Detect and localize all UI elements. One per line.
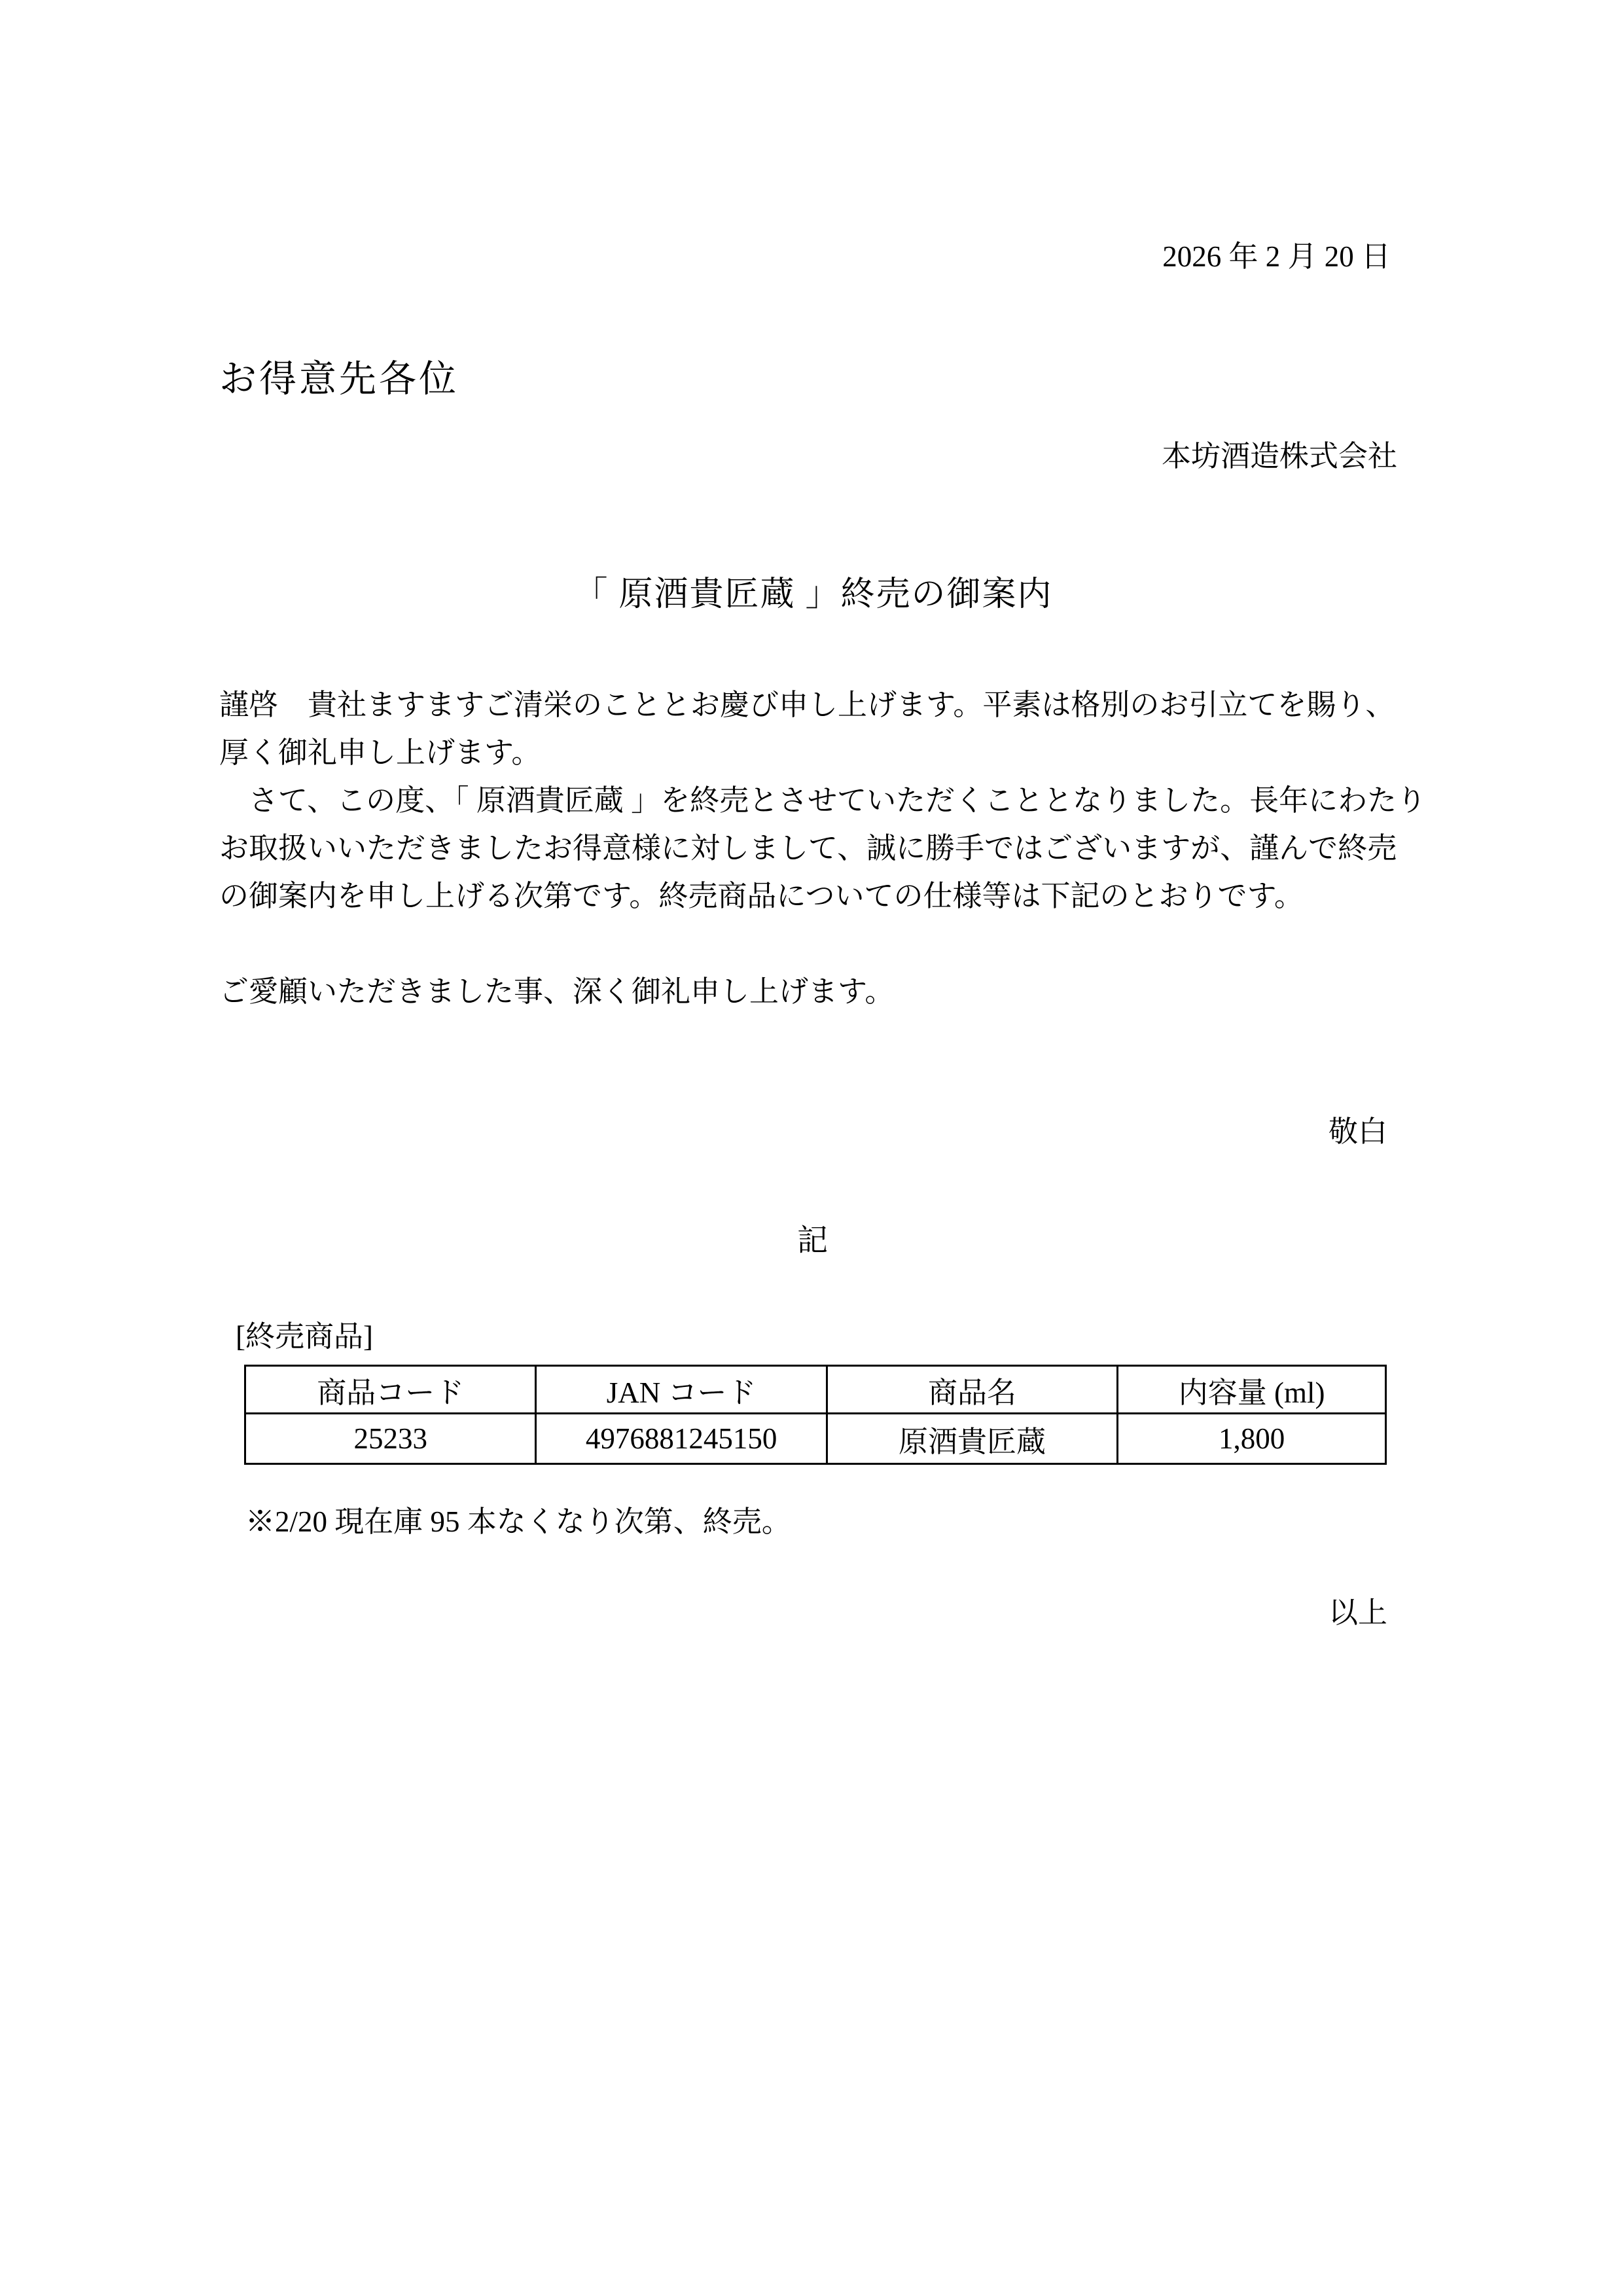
body-line: の御案内を申し上げる次第です。終売商品についての仕様等は下記のとおりです。	[219, 880, 1304, 912]
blank-line	[219, 920, 1407, 968]
body-line-appreciation: ご愛顧いただきました事、深く御礼申し上げます。	[219, 975, 895, 1008]
table-header-row	[245, 1366, 1386, 1414]
body-paragraphs	[219, 681, 1427, 1016]
body-line: さて、この度、「 原酒貴匠蔵 」を終売とさせていただくこととなりました。長年にわたり	[219, 784, 1427, 817]
header-product-name: 商品名	[827, 1366, 1117, 1414]
document-date: 2026 年 2 月 20 日	[1162, 240, 1391, 273]
recipient-line: お得意先各位	[219, 359, 459, 400]
closing-word: 敬白	[1328, 1115, 1387, 1148]
sender-company-name: 本坊酒造株式会社	[1161, 440, 1397, 473]
stock-note: ※2/20 現在庫 95 本なくなり次第、終売。	[245, 1505, 791, 1538]
discontinued-products-label: [終売商品]	[236, 1320, 373, 1353]
end-word-ijou: 以上	[1328, 1596, 1387, 1629]
body-line: 謹啓 貴社ますますご清栄のこととお慶び申し上げます。平素は格別のお引立てを賜り、	[219, 689, 1395, 721]
cell-volume-ml: 1,800	[1118, 1414, 1386, 1464]
section-marker-ki: 記	[797, 1224, 829, 1258]
header-jan-code: JAN コード	[536, 1366, 827, 1414]
product-spec-table	[244, 1365, 1387, 1465]
cell-product-name: 原酒貴匠蔵	[827, 1414, 1117, 1464]
header-product-code: 商品コード	[245, 1366, 536, 1414]
document-title: 「 原酒貴匠蔵 」終売の御案内	[573, 576, 1053, 613]
body-line: 厚く御礼申し上げます。	[219, 736, 541, 769]
body-line: お取扱いいただきましたお得意様に対しまして、誠に勝手ではございますが、謹んで終売	[219, 832, 1397, 865]
cell-jan-code: 4976881245150	[536, 1414, 827, 1464]
table-row	[245, 1414, 1386, 1464]
header-volume-ml: 内容量 (ml)	[1118, 1366, 1386, 1414]
cell-product-code: 25233	[245, 1414, 536, 1464]
